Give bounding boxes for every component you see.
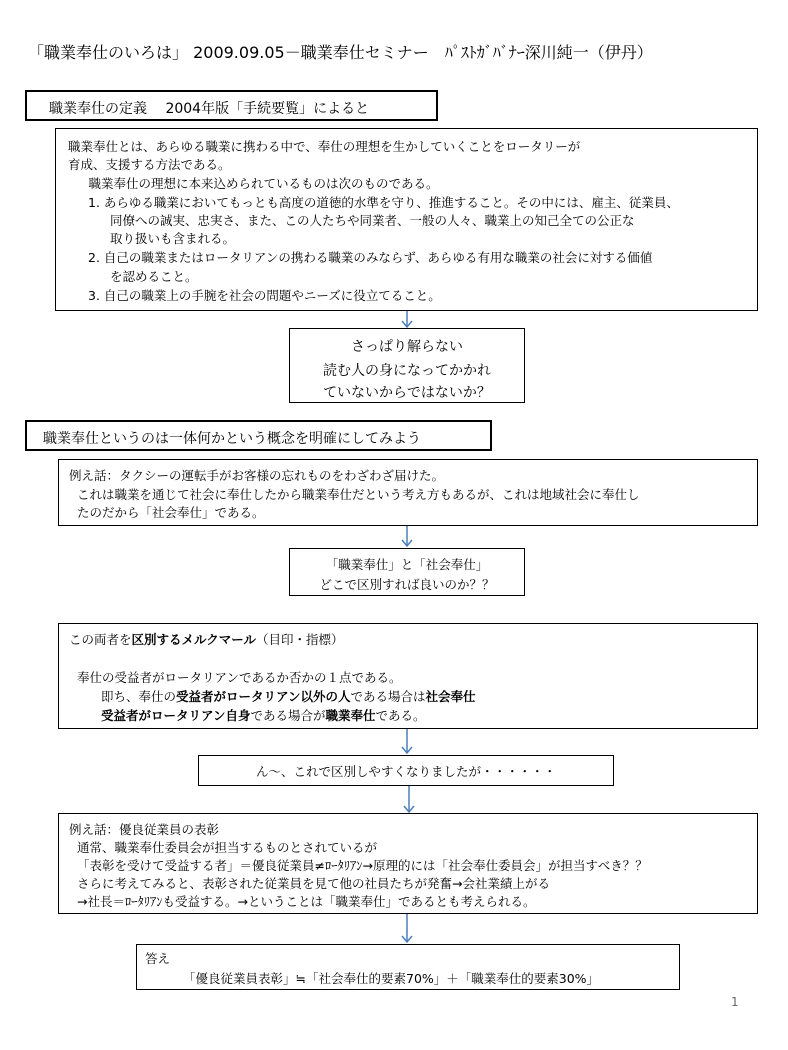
- example-employee-line-5: →社長＝ﾛｰﾀﾘｱﾝも受益する。→ということは「職業奉仕」であるとも考えられる。: [77, 894, 536, 909]
- down-arrow-icon: [399, 526, 415, 548]
- example-employee-line-4: さらに考えてみると、表彰された従業員を見て他の社員たちが発奮→会社業績上がる: [77, 876, 550, 891]
- page-title: 「職業奉仕のいろは」 2009.09.05－職業奉仕セミナー ﾊﾟｽﾄｶﾞﾊﾞﾅｰ深川純一（伊丹）: [28, 43, 653, 62]
- down-arrow-icon: [401, 786, 417, 814]
- definition-item-1-cont: 同僚への誠実、忠実さ、また、この人たちや同業者、一般の人々、職業上の知己全ての公正な: [110, 213, 635, 228]
- definition-line-2: 育成、支援する方法である。: [68, 157, 231, 172]
- definition-item-1: 1. あらゆる職業においてもっとも高度の道徳的水準を守り、推進すること。その中には、雇主、従業員、: [88, 195, 679, 210]
- answer-box: [136, 944, 680, 990]
- example-taxi-box: [58, 459, 758, 526]
- definition-line-3: 職業奉仕の理想に本来込められているものは次のものである。: [76, 176, 439, 191]
- definition-box: [55, 128, 758, 311]
- section-heading-definition-text: 職業奉仕の定義 2004年版「手続要覧」によると: [49, 101, 370, 117]
- criteria-line-1: この両者を区別するメルクマール（目印・指標）: [69, 632, 344, 647]
- question-line-1: さっぱり解らない: [351, 339, 463, 355]
- criteria-box: [58, 623, 758, 729]
- example-employee-line-3: 「表彰を受けて受益する者」＝優良従業員≠ﾛｰﾀﾘｱﾝ→原理的には「社会奉仕委員会」が担当すべき？？: [77, 858, 648, 873]
- answer-label: 答え: [145, 951, 171, 966]
- definition-item-1-cont2: 取り扱いも含まれる。: [110, 231, 236, 246]
- example-employee-line-2: 通常、職業奉仕委員会が担当するものとされているが: [77, 840, 378, 855]
- section-heading-definition: [25, 90, 438, 121]
- definition-item-2-cont: を認めること。: [110, 269, 198, 284]
- question-line-3: ていないからではないか？: [323, 385, 491, 401]
- example-employee-box: [58, 813, 758, 914]
- question2-line-1: 「職業奉仕」と「社会奉仕」: [325, 557, 489, 572]
- criteria-line-4: 受益者がロータリアン自身である場合が職業奉仕である。: [101, 708, 426, 723]
- criteria-line-2: 奉仕の受益者がロータリアンであるか否かの１点である。: [77, 670, 402, 685]
- question2-line-2: どこで区別すれば良いのか？？: [319, 577, 495, 592]
- definition-item-2: 2. 自己の職業またはロータリアンの携わる職業のみならず、あらゆる有用な職業の社会に対する価値: [88, 250, 653, 265]
- hmm-text: ん～、これで区別しやすくなりましたが・・・・・・: [255, 764, 556, 779]
- answer-text: 「優良従業員表彰」≒「社会奉仕的要素70%」＋「職業奉仕的要素30%」: [183, 971, 600, 986]
- definition-line-1: 職業奉仕とは、あらゆる職業に携わる中で、奉仕の理想を生かしていくことをロータリーが: [68, 139, 581, 154]
- criteria-line-3: 即ち、奉仕の受益者がロータリアン以外の人である場合は社会奉仕: [101, 689, 476, 704]
- hmm-box: [198, 755, 614, 786]
- question-box-2: [289, 548, 525, 596]
- question-box-1: [289, 328, 525, 403]
- down-arrow-icon: [399, 729, 415, 755]
- page-number: 1: [731, 995, 739, 1009]
- example-taxi-line-1: 例え話：タクシーの運転手がお客様の忘れものをわざわざ届けた。: [69, 468, 445, 483]
- section-heading-concept-text: 職業奉仕というのは一体何かという概念を明確にしてみよう: [43, 431, 421, 447]
- question-line-2: 読む人の身になってかかれ: [323, 363, 491, 379]
- example-taxi-line-2: これは職業を通じて社会に奉仕したから職業奉仕だという考え方もあるが、これは地域社会に奉仕し: [77, 487, 640, 502]
- down-arrow-icon: [399, 311, 415, 329]
- down-arrow-icon: [399, 914, 415, 944]
- section-heading-concept: [25, 420, 492, 451]
- example-taxi-line-3: たのだから「社会奉仕」である。: [77, 505, 265, 520]
- definition-item-3: 3. 自己の職業上の手腕を社会の問題やニーズに役立てること。: [88, 288, 441, 303]
- example-employee-line-1: 例え話：優良従業員の表彰: [69, 822, 220, 837]
